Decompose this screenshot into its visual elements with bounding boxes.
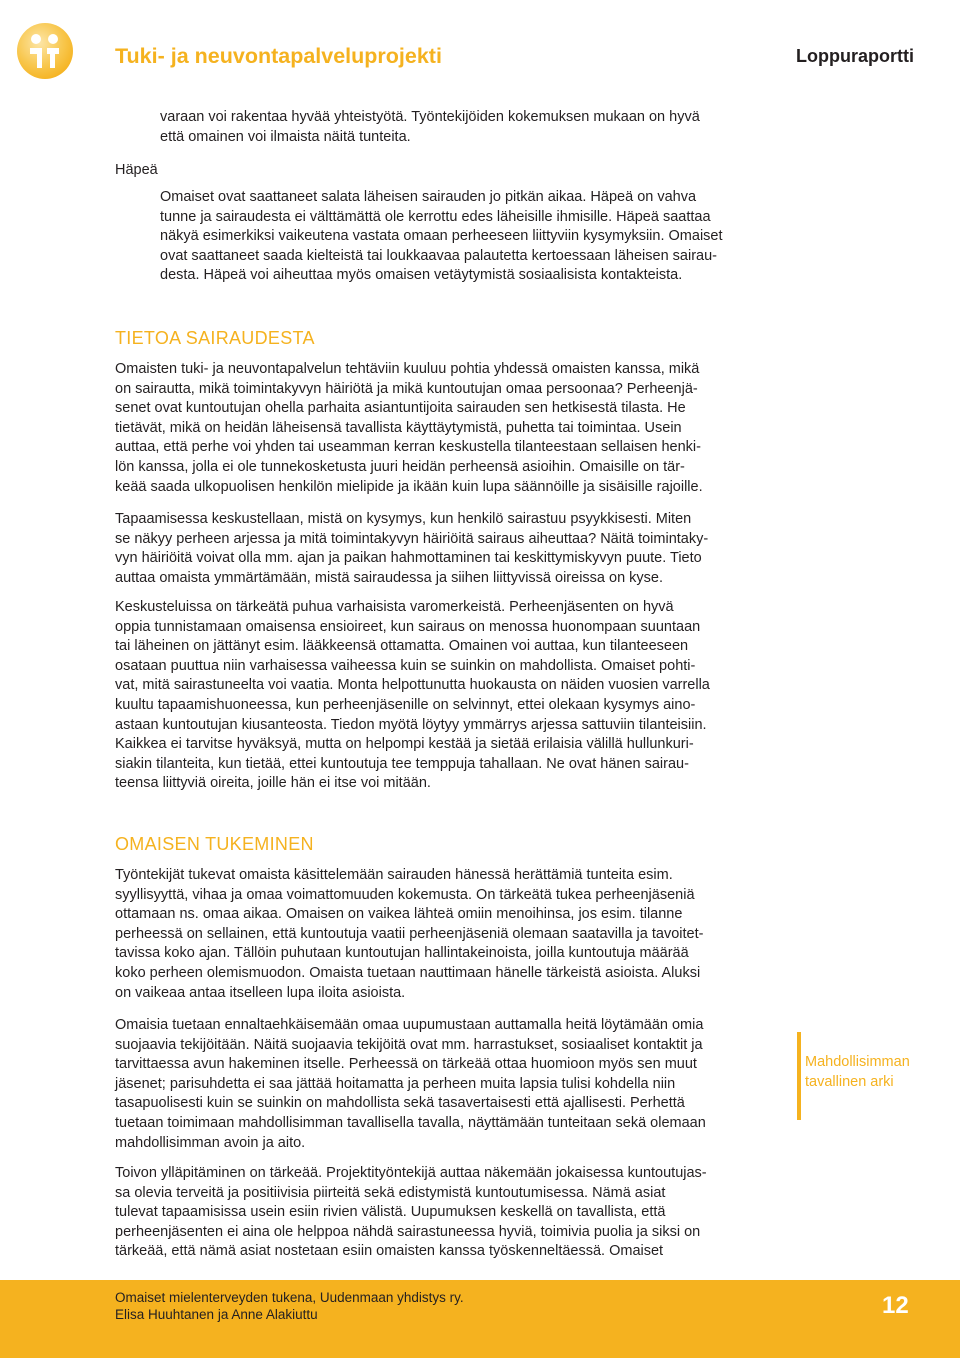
organization-logo-icon [16, 22, 74, 80]
footer-organization: Omaiset mielenterveyden tukena, Uudenmaan yhdistys ry. [115, 1290, 464, 1305]
text-line: vat, mitä sairastuneelta voi vaatia. Monta helpottunutta huokausta on näiden vuosien varrella [115, 677, 710, 694]
text-line: on vaikeaa antaa itselleen lupa iloita asioista. [115, 984, 406, 1001]
margin-note-line: Mahdollisimman [805, 1054, 910, 1070]
text-line: teensa liittyviä oireita, joille hän ei itse voi mitään. [115, 775, 431, 792]
text-line: Toivon ylläpitäminen on tärkeää. Projektityöntekijä auttaa näkemään jokaisessa kuntoutujas- [115, 1165, 707, 1181]
margin-note-text [805, 1052, 910, 1092]
text-line: keää saada ulkopuolisen henkilön mielipide ja ikään kuin lupa säännöille ja sisäisille rajoille. [115, 478, 703, 495]
section-heading-omaisen-tukeminen: OMAISEN TUKEMINEN [115, 834, 314, 854]
text-line: ottamaan ns. omaa aikaa. Omaisen on vaikea lähteä omiin menoihinsa, jos esim. tilanne [115, 906, 683, 923]
text-line: syyllisyyttä, vihaa ja omaa voimattomuuden kokemusta. On tärkeätä tukea perheenjäseniä [115, 886, 695, 903]
text-line: oppia tunnistamaan omaisensa ensioireet, kun sairaus on menossa huonompaan suuntaan [115, 618, 701, 635]
margin-note [797, 1032, 937, 1120]
text-line: näkyä esimerkiksi vaikeutena vastata omaan perheeseen liittyviin kysymyksiin. Omaiset [160, 228, 723, 245]
text-line: se näkyy perheen arjessa ja mitä toimintakyvyn häiriöitä sairaus aiheuttaa? Näitä toimintaky- [115, 530, 709, 547]
text-line: perheenjäsenten ei aina ole helppoa nähdä sairastuneessa hyviä, toimivia puolia ja siksi on [115, 1223, 701, 1240]
text-line: Omaisia tuetaan ennaltaehkäisemään omaa uupumustaan auttamalla heitä löytämään omia [115, 1017, 704, 1033]
text-line: on sairautta, mikä toimintakyvyn häiriötä ja mikä kuntoutujan omaa persoonaa? Perheenjä- [115, 380, 698, 397]
page-footer [0, 1280, 960, 1358]
text-line: Kaikkea ei tarvitse hyväksyä, mutta on helpompi kestää ja sietää erilaisia välillä hullunkuri- [115, 736, 694, 753]
project-title: Tuki- ja neuvontapalveluprojekti [115, 44, 442, 68]
section2-paragraph-3 [115, 1164, 707, 1262]
text-line: varaan voi rakentaa hyvää yhteistyötä. Työntekijöiden kokemuksen mukaan on hyvä [160, 109, 700, 125]
text-line: jäsenet; parisuhdetta ei saa jättää hoitamatta ja perheen muita lapsia tulisi kohdella niin [115, 1075, 676, 1092]
text-line: sa olevia terveitä ja positiivisia piirteitä sekä edistymistä kuntoutumisessa. Nämä asiat [115, 1184, 666, 1201]
text-line: tärkeää, että nämä asiat nostetaan esiin omaisten kanssa työskenneltäessä. Omaiset [115, 1243, 664, 1260]
margin-note-bar [797, 1032, 801, 1120]
text-line: Tapaamisessa keskustellaan, mistä on kysymys, kun henkilö sairastuu psyykkisesti. Miten [115, 511, 692, 527]
page-header [0, 0, 960, 90]
intro-paragraph [160, 108, 700, 147]
text-line: siakin tilanteita, kun tietää, ettei kuntoutuja tee temppuja tahallaan. Ne ovat hänen sairau- [115, 755, 689, 772]
text-line: tai läheinen on jättänyt esim. lääkkeensä ottamatta. Omainen voi auttaa, kun tilanteeseen [115, 638, 689, 655]
text-line: perheessä on sellainen, että kuntoutuja vaatii perheenjäseniä olemaan saatavilla ja tavoitet- [115, 925, 704, 942]
section-heading-tietoa: TIETOA SAIRAUDESTA [115, 328, 315, 348]
footer-credits [115, 1289, 464, 1323]
text-line: vyn häiriöitä voivat olla mm. ajan ja paikan hahmottaminen tai keskittymiskyvyn puute. Tieto [115, 550, 702, 567]
text-line: tietävät, mikä on heidän läheisensä tavallista käyttäytymistä, puhetta tai toimintaa. Usein [115, 419, 682, 436]
text-line: tavissa koko ajan. Tällöin puhutaan kuntoutujan hallintakeinoista, joilla kuntoutuja määrää [115, 945, 689, 962]
text-line: tuetaan toimimaan mahdollisimman tavallisella tavalla, näyttämään tunteitaan sekä olemaan [115, 1114, 706, 1131]
text-line: astaan kuntoutujan kiusanteosta. Tiedon myötä löytyy ymmärrys arjessa sattuviin tilanteisiin. [115, 716, 707, 733]
text-line: Keskusteluissa on tärkeätä puhua varhaisista varomerkeistä. Perheenjäsenten on hyvä [115, 599, 674, 615]
text-line: ovat saattaneet saada kielteistä tai loukkaavaa palautetta kertoessaan läheisen sairau- [160, 247, 717, 264]
text-line: mahdollisimman avoin ja aito. [115, 1134, 306, 1151]
footer-authors: Elisa Huuhtanen ja Anne Alakiuttu [115, 1307, 318, 1322]
text-line: senet ovat kuntoutujan ohella parhaita asiantuntijoita sairauden sen hetkisestä tilasta. He [115, 400, 686, 417]
text-line: auttaa, että perhe voi yhden tai useamman kerran keskustella tilanteestaan sellaisen henki- [115, 439, 701, 456]
text-line: että omainen voi ilmaista näitä tunteita. [160, 128, 411, 145]
hapea-paragraph [160, 188, 723, 286]
report-title: Loppuraportti [796, 46, 914, 66]
text-line: auttaa omaista ymmärtämään, mistä sairaudessa ja siihen liittyvissä oireissa on kyse. [115, 569, 664, 586]
margin-note-line: tavallinen arki [805, 1074, 894, 1090]
text-line: Omaisten tuki- ja neuvontapalvelun tehtäviin kuuluu pohtia yhdessä omaisten kanssa, mikä [115, 361, 700, 377]
text-line: tunne ja sairaudesta ei välttämättä ole kerrottu edes läheisille ihmisille. Häpeä saattaa [160, 208, 711, 225]
section2-paragraph-2 [115, 1016, 706, 1153]
text-line: tarvittaessa avun hakeminen itselle. Perheessä on tärkeää ottaa huomioon myös sen muut [115, 1056, 697, 1073]
text-line: lön kanssa, jolla ei ole tunnekosketusta juuri heidän perheensä asioihin. Omaisille on tär- [115, 458, 685, 475]
section2-paragraph-1 [115, 866, 703, 1003]
page-number: 12 [882, 1292, 909, 1319]
text-line: tasapuolisesti kuin se suinkin on mahdollista sekä tasavertaisesti että ajallisesti. Perhettä [115, 1095, 685, 1112]
text-line: Omaiset ovat saattaneet salata läheisen sairauden jo pitkän aikaa. Häpeä on vahva [160, 189, 697, 205]
text-line: tulevat tapaamisissa usein esiin rivien välistä. Uupumuksen keskellä on tavallista, että [115, 1204, 666, 1221]
section1-paragraph-3 [115, 598, 710, 794]
section1-paragraph-1 [115, 360, 703, 497]
text-line: suojaavia tekijöitään. Näitä suojaavia tekijöitä ovat mm. harrastukset, sosiaaliset kontaktit ja [115, 1036, 703, 1053]
section1-paragraph-2 [115, 510, 708, 588]
text-line: osataan puuttua niin varhaisessa vaiheessa kuin se suinkin on mahdollista. Omaiset pohti- [115, 657, 696, 674]
hapea-label: Häpeä [115, 162, 158, 178]
text-line: koko perheen olemismuodon. Omaista tuetaan nauttimaan hänelle tärkeistä asioista. Aluksi [115, 964, 701, 981]
text-line: Työntekijät tukevat omaista käsittelemään sairauden hänessä herättämiä tunteita esim. [115, 867, 673, 883]
text-line: kuultu tapaamishuoneessa, kun perheenjäsenille on selvinnyt, ettei olekaan kysymys aino- [115, 696, 696, 713]
text-line: desta. Häpeä voi aiheuttaa myös omaisen vetäytymistä sosiaalisista kontakteista. [160, 267, 683, 284]
